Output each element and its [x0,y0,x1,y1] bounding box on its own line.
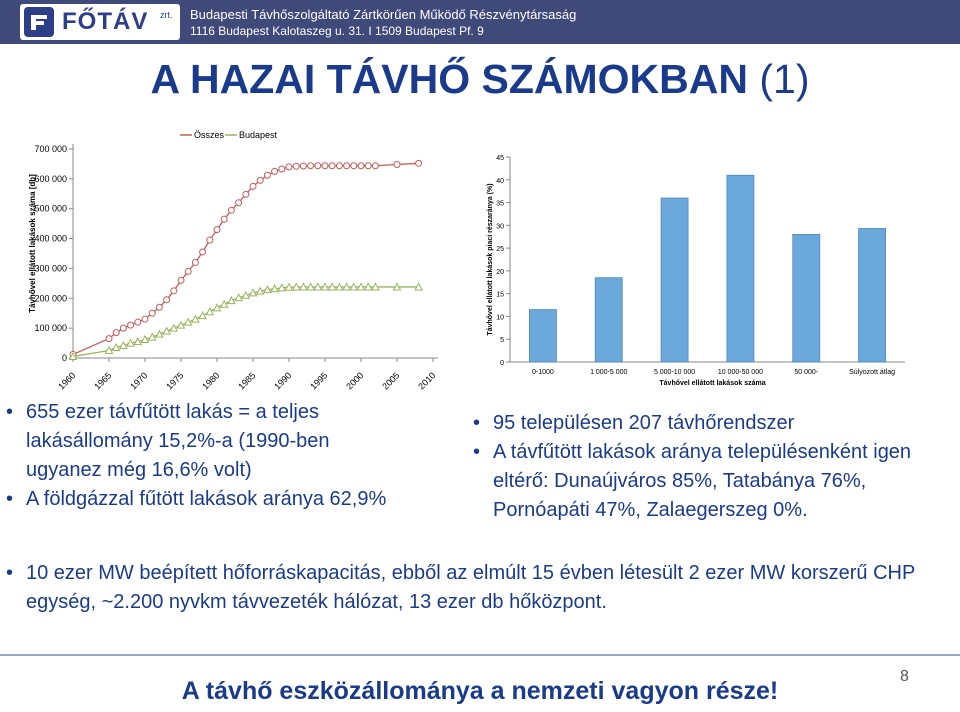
bullet-item: • 95 településen 207 távhőrendszer [473,409,960,438]
data-point [221,216,227,222]
data-point [350,283,357,290]
data-point [344,163,350,169]
page-number: 8 [900,668,909,685]
data-point [257,288,264,295]
y-tick-label: 700 000 [34,144,67,154]
data-point [185,268,191,274]
logo-text: FŐTÁV [62,8,149,35]
company-address: 1116 Budapest Kalotaszeg u. 31. I 1509 Budapest Pf. 9 [190,24,484,38]
bullet-item: • A földgázzal fűtött lakások aránya 62,9% [6,485,406,514]
y-tick-label: 40 [496,177,504,185]
data-point [300,283,307,290]
data-point [192,316,199,323]
y-tick-label: 15 [496,291,504,299]
bullets-left [6,398,406,514]
data-point [142,336,149,343]
data-point [70,353,77,360]
data-point [120,342,127,349]
data-point [416,160,422,166]
data-point [199,312,206,319]
data-point [315,163,321,169]
bar [661,198,688,362]
data-point [300,163,306,169]
data-point [264,172,270,178]
data-point [293,283,300,290]
footer-text: A távhő eszközállománya a nemzeti vagyon része! [181,677,779,705]
bullet-item: • 10 ezer MW beépített hőforráskapacitás, ebből az elmúlt 15 évben létesült 2 ezer MW korszerű CHP egység, ~2.200 nyvkm távvezeték hálózat, 13 ezer db hőközpont. [6,559,960,617]
data-point [120,325,126,331]
x-tick-label: 50 000- [794,369,819,376]
data-point [242,292,249,299]
data-point [228,297,235,304]
bar [595,278,622,362]
data-point [329,163,335,169]
data-point [365,283,372,290]
data-point [415,283,422,290]
data-point [106,336,112,342]
data-point [308,163,314,169]
data-point [149,334,156,341]
data-point [178,277,184,283]
data-point [164,297,170,303]
data-point [351,163,357,169]
data-point [170,325,177,332]
bar [727,175,754,362]
data-point [264,286,271,293]
data-point [250,289,257,296]
data-point [192,259,198,265]
data-point [206,308,213,315]
x-tick-label: 2010 [416,370,438,392]
x-tick-label: 10 000-50 000 [717,369,763,376]
data-point [156,304,162,310]
bullets-right [473,409,960,525]
y-tick-label: 45 [496,155,504,162]
bullet-item: • A távfűtött lakások aránya településenként igen eltérő: Dunaújváros 85%, Tatabánya 76%, Pornóapáti 47%, Zalaegerszeg 0%. [473,438,960,525]
y-axis-label: Távhővel ellátott lakások piaci részaránya (%) [487,183,494,336]
x-tick-label: 1980 [200,370,222,392]
x-tick-label: 1 000-5 000 [590,369,628,376]
series-line [73,163,419,354]
y-tick-label: 200 000 [34,293,67,304]
bar [859,229,886,362]
data-point [322,163,328,169]
data-point [272,168,278,174]
y-tick-label: 500 000 [34,203,67,214]
data-point [171,288,177,294]
data-point [329,283,336,290]
data-point [286,164,292,170]
x-tick-label: 1960 [56,370,78,392]
data-point [394,283,401,290]
y-tick-label: 0 [500,360,504,367]
legend-label: Összes [194,130,225,140]
x-tick-label: 5 000-10 000 [653,369,696,376]
data-point [336,283,343,290]
data-point [221,301,228,308]
data-point [394,162,400,168]
data-point [214,304,221,311]
data-point [113,344,120,351]
header-bar [0,0,960,44]
data-point [214,227,220,233]
bar [529,310,556,362]
x-tick-label: 1965 [92,370,114,392]
y-tick-label: 30 [496,223,504,231]
data-point [286,284,293,291]
data-point [293,163,299,169]
company-name: Budapesti Távhőszolgáltató Zártkörűen Működő Részvénytársaság [190,7,577,22]
data-point [235,294,242,301]
footer-divider [0,654,960,656]
data-point [178,322,185,329]
company-logo [20,4,180,40]
data-point [228,207,234,213]
data-point [127,340,134,347]
page-title-suffix: (1) [759,56,810,102]
data-point [358,163,364,169]
legend-label: Budapest [239,130,278,140]
x-tick-label: 1995 [308,370,330,392]
data-point [128,322,134,328]
data-point [106,347,113,354]
data-point [134,338,141,345]
data-point [271,285,278,292]
data-point [70,351,76,357]
data-point [322,283,329,290]
x-axis-label: Távhővel ellátott lakások száma [659,380,766,387]
data-point [372,283,379,290]
x-tick-label: 1975 [164,370,186,392]
data-point [236,200,242,206]
x-tick-label: Súlyozott átlag [849,369,896,376]
data-point [336,163,342,169]
data-point [358,283,365,290]
data-point [314,283,321,290]
y-tick-label: 5 [500,337,504,345]
bullets-bottom [6,559,960,617]
logo-mark-icon [24,7,54,37]
y-tick-label: 600 000 [34,173,67,184]
y-tick-label: 25 [496,246,504,254]
data-point [279,166,285,172]
data-point [142,316,148,322]
data-point [243,191,249,197]
y-tick-label: 300 000 [34,263,67,274]
series-line [73,287,419,357]
data-point [185,319,192,326]
x-tick-label: 0-1000 [532,369,554,376]
data-point [278,284,285,291]
y-axis-label: Távhővel ellátott lakások száma [db] [28,174,37,313]
data-point [307,283,314,290]
y-tick-label: 10 [496,314,504,322]
logo-suffix: zrt. [160,10,173,20]
data-point [113,330,119,336]
data-point [200,249,206,255]
data-point [365,163,371,169]
page-title-main: A HAZAI TÁVHŐ SZÁMOKBAN [150,56,748,102]
x-tick-label: 2000 [344,370,366,392]
data-point [135,319,141,325]
data-point [257,177,263,183]
data-point [149,310,155,316]
y-tick-label: 35 [496,200,504,208]
x-tick-label: 1990 [272,370,294,392]
y-tick-label: 0 [61,353,67,363]
bar [793,234,820,362]
data-point [207,237,213,243]
x-tick-label: 1985 [236,370,258,392]
y-tick-label: 400 000 [34,233,67,244]
data-point [250,183,256,189]
data-point [156,331,163,338]
y-tick-label: 100 000 [34,323,67,334]
data-point [343,283,350,290]
data-point [372,163,378,169]
x-tick-label: 2005 [380,370,402,392]
y-tick-label: 20 [496,268,504,276]
bullet-item: • 655 ezer távfűtött lakás = a teljes lakásállomány 15,2%-a (1990-ben ugyanez még 16,6% volt) [6,398,406,485]
page-title [0,56,960,103]
x-tick-label: 1970 [128,370,150,392]
data-point [163,328,170,335]
